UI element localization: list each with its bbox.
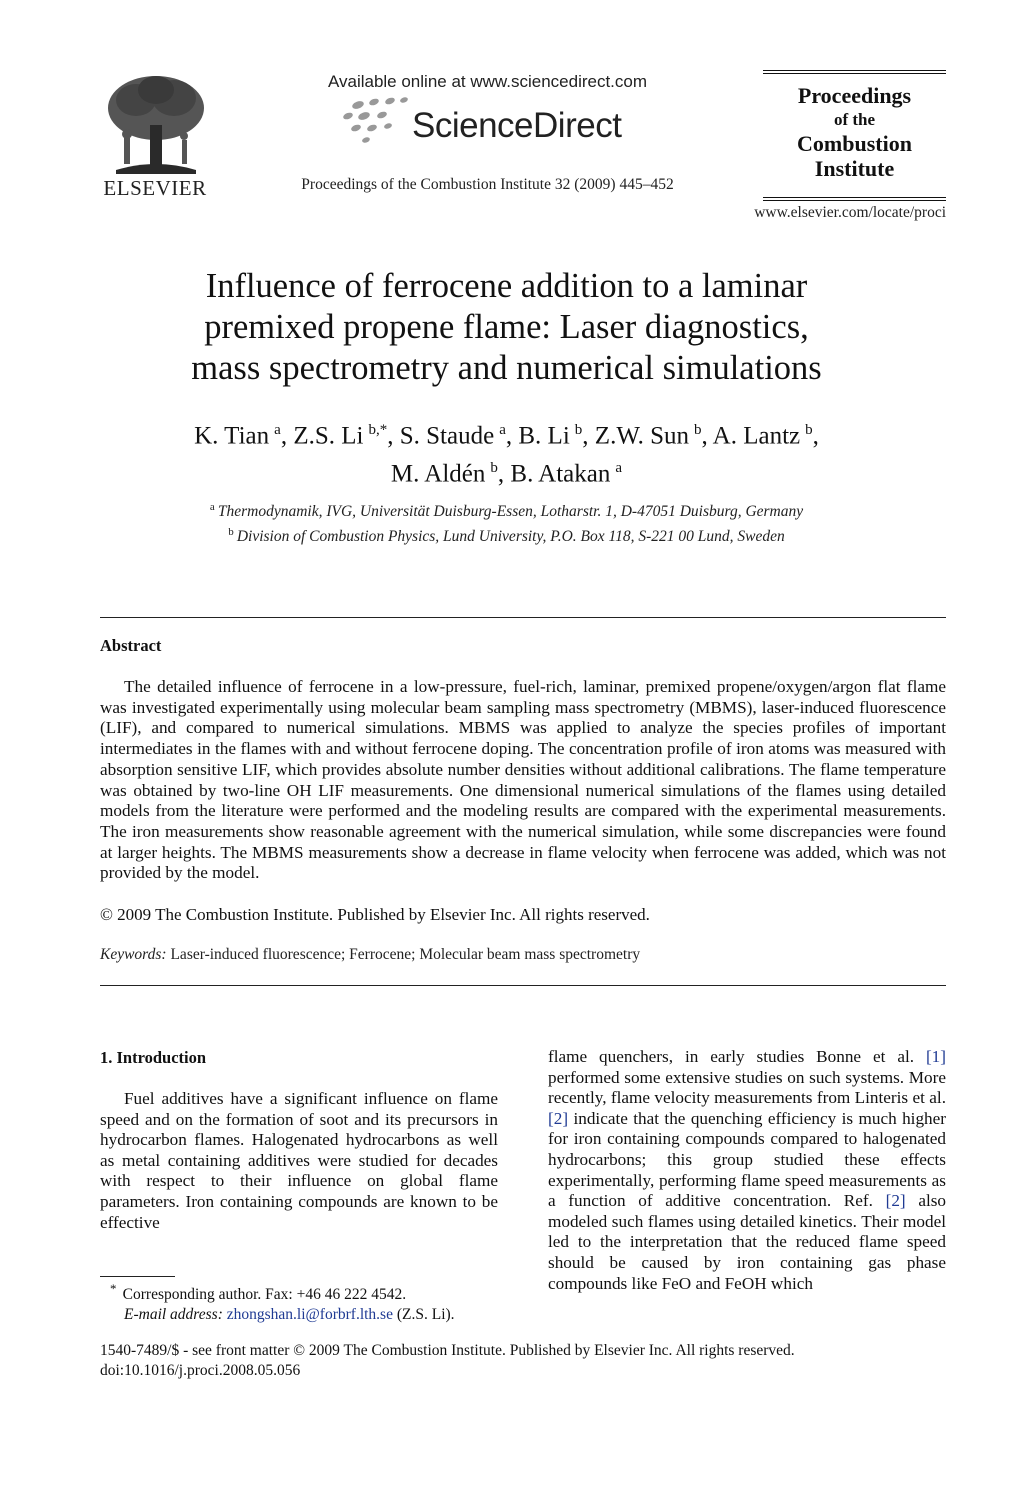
email-label: E-mail address:	[124, 1306, 223, 1324]
author-name: M. Aldén	[390, 460, 486, 488]
intro-right-column	[548, 1047, 946, 1294]
journal-name-line: Institute	[814, 156, 895, 182]
keywords	[100, 946, 640, 964]
author-affil-mark: b	[490, 460, 498, 477]
abstract-body: The detailed influence of ferrocene in a low-pressure, fuel-rich, laminar, premixed propene/oxygen/argon flat flame was investigated experimentally using molecular beam sampling mass spectrometry (MBMS), laser-induced fluorescence (LIF), and compared to numerical simulations. MBMS was applied to analyze the species profiles of important intermediates in the flames with and without ferrocene doping. The concentration profile of iron atoms was measured with absorption sensitive LIF, which provides absolute number densities without additional calibrations. The flame temperature was obtained by two-line OH LIF measurements. One dimensional numerical simulations of the flames using detailed models from the literature were performed and the modeling results are compared with the experimental measurements. The iron measurements show reasonable agreement with the numerical simulation, while some discrepancies were found at larger heights. The MBMS measurements show a decrease in flame velocity when ferrocene was added, which was not provided by the model.	[100, 677, 946, 883]
abstract-heading: Abstract	[100, 636, 162, 655]
author-name: A. Lantz	[712, 422, 801, 450]
journal-name-line: of the	[833, 110, 876, 130]
intro-text: indicate that the quenching efficiency is much higher for iron containing compounds compared to halogenated hydrocarbons; this group studied these effects experimentally, performing flame speed measurements as a function of additive concentration. Ref.	[548, 1108, 946, 1211]
keywords-list: Laser-induced fluorescence; Ferrocene; Molecular beam mass spectrometry	[170, 946, 641, 963]
footnote-rule	[100, 1276, 175, 1277]
sciencedirect-logo	[340, 96, 640, 152]
sciencedirect-wordmark: ScienceDirect	[412, 106, 622, 145]
email-link[interactable]: zhongshan.li@forbrf.lth.se	[226, 1306, 393, 1324]
author-affil-mark: b	[574, 422, 583, 438]
author-name: B. Li	[518, 422, 570, 450]
citation-link[interactable]: [1]	[925, 1047, 946, 1066]
intro-text: also modeled such flames using detailed kinetics. Their model led to the interpretation that the reduced flame speed should be caused by iron containing gas phase compounds like FeO and FeOH which	[548, 1191, 947, 1293]
keywords-label: Keywords:	[100, 946, 167, 963]
article-title	[110, 266, 903, 389]
title-line: Influence of ferrocene addition to a laminar	[205, 267, 808, 305]
elsevier-wordmark: ELSEVIER	[103, 176, 207, 200]
journal-name-line: Proceedings	[797, 83, 912, 108]
author-affil-mark: b	[805, 422, 813, 438]
sciencedirect-dots-icon	[340, 96, 410, 152]
citation-link[interactable]: [2]	[548, 1108, 569, 1128]
affiliation-b: Division of Combustion Physics, Lund University, P.O. Box 118, S-221 00 Lund, Sweden	[236, 528, 785, 546]
issn-line: 1540-7489/$ - see front matter © 2009 The Combustion Institute. Published by Elsevier Inc. All rights reserved.	[100, 1342, 795, 1359]
journal-name-line: Combustion	[797, 130, 912, 156]
journal-name-box	[763, 70, 946, 201]
affil-mark: a	[209, 501, 215, 513]
title-line: premixed propene flame: Laser diagnostics,	[204, 308, 809, 346]
journal-citation: Proceedings of the Combustion Institute 32 (2009) 445–452	[301, 176, 674, 193]
affil-mark: b	[228, 526, 234, 539]
author-list: K. Tian $^a$, Z.S. Li $^{b,*}$, S. Staude $^a$, B. Li $^b$, Z.W. Sun $^b$, A. Lantz $^b$, M. Aldén $^b$, B. Atakan $^a$	[194, 422, 819, 488]
title-line: mass spectrometry and numerical simulations	[191, 349, 822, 387]
citation-link[interactable]: [2]	[885, 1191, 906, 1211]
author-affil-mark: a	[499, 422, 506, 438]
affiliation-a: Thermodynamik, IVG, Universität Duisburg-Essen, Lotharstr. 1, D-47051 Duisburg, Germany	[217, 503, 804, 521]
corresponding-author: Corresponding author. Fax: +46 46 222 4542.	[122, 1286, 407, 1304]
author-affil-mark: b,*	[368, 422, 388, 438]
author-name: Z.S. Li	[293, 422, 364, 450]
intro-text: flame quenchers, in early studies Bonne et al.	[548, 1047, 926, 1066]
journal-url[interactable]: www.elsevier.com/locate/proci	[754, 204, 946, 221]
author-name: K. Tian	[194, 422, 270, 450]
intro-left-column: Fuel additives have a significant influence on flame speed and on the formation of soot and its precursors in hydrocarbon flames. Halogenated hydrocarbons as well as metal containing additives were studied for decades with respect to their influence on global flame parameters. Iron containing compounds are known to be effective	[100, 1089, 498, 1232]
doi-line[interactable]: doi:10.1016/j.proci.2008.05.056	[100, 1362, 301, 1379]
section-heading: 1. Introduction	[100, 1048, 207, 1067]
author-name: B. Atakan	[510, 460, 611, 488]
author-affil-mark: a	[274, 422, 281, 438]
divider	[100, 985, 946, 986]
footnote	[100, 1279, 500, 1325]
available-online-text: Available online at www.sciencedirect.com	[327, 72, 648, 91]
affiliations	[100, 497, 913, 547]
intro-text: performed some extensive studies on such systems. More recently, flame velocity measurements from Linteris et al.	[548, 1067, 946, 1108]
email-suffix: (Z.S. Li).	[396, 1306, 455, 1324]
divider	[100, 617, 946, 618]
author-affil-mark: b	[694, 422, 702, 438]
abstract-copyright: © 2009 The Combustion Institute. Published by Elsevier Inc. All rights reserved.	[100, 905, 650, 924]
front-matter	[100, 1341, 946, 1381]
author-name: S. Staude	[399, 422, 495, 450]
author-name: Z.W. Sun	[594, 422, 690, 450]
footnote-mark: *	[110, 1281, 117, 1296]
author-affil-mark: a	[615, 460, 623, 477]
